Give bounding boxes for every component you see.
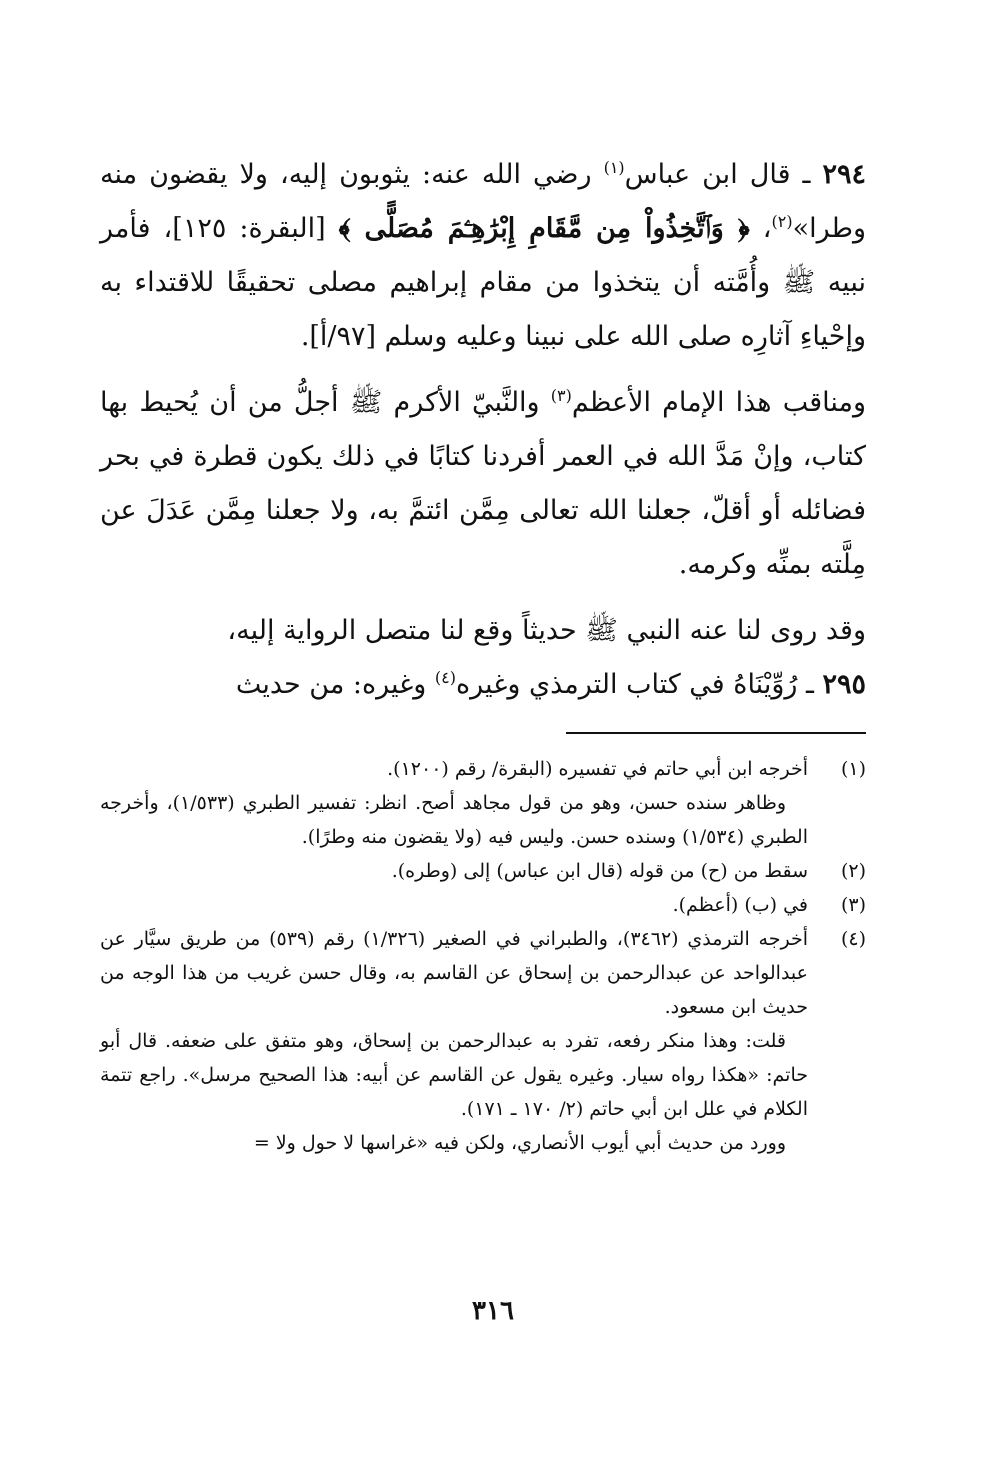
paragraph-riwaya: وقد روى لنا عنه النبي ﷺ حديثاً وقع لنا متصل الرواية إليه، [227,615,866,646]
footnote-2: (٢) سقط من (ح) من قوله (قال ابن عباس) إلى (وطره). [100,854,866,888]
footnote-number: (٣) [840,894,866,916]
paragraph-295: ٢٩٥ ـ رُوِّيْنَاهُ في كتاب الترمذي وغيره$^{(٤)}$ وغيره: من حديث [235,668,866,700]
footnote-ref-4: (٤) [434,668,457,687]
footnote-3: (٣) في (ب) (أعظم). [100,888,866,922]
hadith-number-294: ٢٩٤ [822,159,866,190]
footnote-1: (١) أخرجه ابن أبي حاتم في تفسيره (البقرة/ رقم (١٢٠٠). وظاهر سنده حسن، وهو من قول مجاهد أصح. انظر: تفسير الطبري (١/٥٣٣)، وأخرجه الطبري (١/٥٣٤) وسنده حسن. وليس فيه (ولا يقضون منه وطرًا). [100,752,866,854]
footnote-number: (١) [840,758,866,780]
footnote-ref-2: (٢) [771,212,793,231]
footnote-number: (٤) [840,928,866,950]
main-text [100,148,866,712]
footnote-separator [566,732,866,734]
footnote-ref-1: (١) [603,158,625,177]
paragraph-294: ٢٩٤ ـ قال ابن عباس$^{(١)}$ رضي الله عنه: يثوبون إليه، ولا يقضون منه وطرا»$^{(٢)}$، ﴿ وَٱتَّخِذُواْ مِن مَّقَامِ إِبْرَٰهِـۧمَ مُصَلًّى ﴾ [البقرة: ١٢٥]، فأمر نبيه ﷺ وأُمَّته أن يتخذوا من مقام إبراهيم مصلى تحقيقًا للاقتداء به وإحْياءِ آثارِه صلى الله على نبينا وعليه وسلم [٩٧/أ]. [100,158,867,352]
footnote-ref-3: (٣) [550,386,572,405]
footnotes [100,752,866,1160]
footnote-number: (٢) [840,860,866,882]
quran-verse: ﴿ وَٱتَّخِذُواْ مِن مَّقَامِ إِبْرَٰهِـۧمَ مُصَلًّى ﴾ [338,213,750,244]
hadith-number-295: ٢٩٥ [822,669,866,700]
paragraph-manaqib: ومناقب هذا الإمام الأعظم$^{(٣)}$ والنَّبيّ الأكرم ﷺ أجلُّ من أن يُحيط بها كتاب، وإنْ مَدَّ الله في العمر أفردنا كتابًا في ذلك يكون قطرة في بحر فضائله أو أقلّ، جعلنا الله تعالى مِمَّن ائتمَّ به، ولا جعلنا مِمَّن عَدَلَ عن مِلَّته بمنِّه وكرمه. [100,386,866,580]
footnote-4: (٤) أخرجه الترمذي (٣٤٦٢)، والطبراني في الصغير (١/٣٢٦) رقم (٥٣٩) من طريق سيَّار عن عبدالواحد عن عبدالرحمن بن إسحاق عن القاسم به، وقال حسن غريب من هذا الوجه من حديث ابن مسعود. قلت: وهذا منكر رفعه، تفرد به عبدالرحمن بن إسحاق، وهو متفق على ضعفه. قال أبو حاتم: «هكذا رواه سيار. وغيره يقول عن القاسم عن أبيه: هذا الصحيح مرسل». راجع تتمة الكلام في علل ابن أبي حاتم (٢/ ١٧٠ ـ ١٧١). وورد من حديث أبي أيوب الأنصاري، ولكن فيه «غراسها لا حول ولا = [100,922,866,1160]
page-number: ٣١٦ [472,1296,514,1326]
